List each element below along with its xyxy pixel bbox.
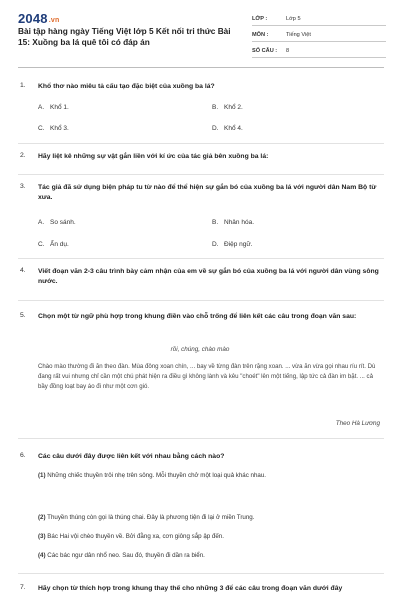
- logo-suffix-text: .vn: [48, 17, 60, 24]
- sentence-label: (3): [38, 533, 46, 540]
- question-divider: [18, 258, 384, 259]
- meta-row-question-count: [252, 42, 386, 58]
- option-d[interactable]: [212, 241, 253, 248]
- question-text: Hãy chọn từ thích hợp trong khung thay thế cho những 3 để các câu trong đoạn văn dưới đây: [38, 585, 343, 592]
- sentence-text: Các bác ngư dân nhổ neo. Sau đó, thuyền đi dần ra biển.: [47, 552, 205, 559]
- meta-label: SỐ CÂU :: [252, 48, 278, 54]
- question-number: 4.: [20, 267, 26, 274]
- meta-info-box: [252, 10, 386, 58]
- question-text: Chọn một từ ngữ phù hợp trong khung điền vào chỗ trống để liên kết các câu trong đoạn văn sau:: [38, 313, 357, 320]
- question-number: 6.: [20, 452, 26, 459]
- meta-label: MÔN :: [252, 32, 269, 38]
- option-a[interactable]: [38, 104, 69, 111]
- option-letter: D.: [212, 241, 219, 248]
- passage-paragraph: Chào mào thường đi ăn theo đàn. Mùa đông xoan chín, ... bay về từng đàn trên rặng xoan. ... vừa ăn vừa gọi nhau ríu rít. Dù đang rất vui nhưng chỉ cần một chú phát hiện ra điều gì không lành và kêu "choét" lên một tiếng, lập tức cả đàn im bặt. ... cả bầy đồng loạt bay áo đi như một cơn gió.: [38, 363, 376, 391]
- option-text: Ẩn dụ.: [50, 241, 69, 248]
- option-letter: A.: [38, 104, 45, 111]
- question-text: Tác giả đã sử dụng biện pháp tu từ nào để thể hiện sự gắn bó của xuồng ba lá với người dân Nam Bộ từ xưa.: [38, 184, 377, 201]
- question-number: 5.: [20, 312, 26, 319]
- option-b[interactable]: [212, 104, 243, 111]
- option-letter: C.: [38, 125, 45, 132]
- sentence-text: Thuyền thúng còn gọi là thúng chai. Đây là phương tiện đi lại ở miền Trung.: [47, 514, 255, 521]
- meta-row-subject: [252, 26, 386, 42]
- option-b[interactable]: [212, 219, 254, 226]
- sentence-text: Những chiếc thuyền trôi nhẹ trên sông. Mỗi thuyền chở một loại quả khác nhau.: [47, 472, 267, 479]
- option-letter: C.: [38, 241, 45, 248]
- sentence-label: (1): [38, 472, 46, 479]
- header-divider: [18, 67, 384, 68]
- passage-author: Theo Hà Lương: [335, 420, 380, 427]
- question-text: Khổ thơ nào miêu tả cấu tạo đặc biệt của xuồng ba lá?: [38, 83, 215, 90]
- document-title: Bài tập hàng ngày Tiếng Việt lớp 5 Kết nối tri thức Bài 15: Xuồng ba lá quê tôi có đáp án: [18, 26, 231, 47]
- question-divider: [18, 573, 384, 574]
- sentence-item: [38, 552, 384, 559]
- logo-main-text: 2048: [18, 11, 48, 26]
- question-number: 2.: [20, 152, 26, 159]
- option-text: Khổ 4.: [224, 125, 243, 132]
- option-c[interactable]: [38, 241, 69, 248]
- word-choice-box: rồi, chúng, chào mào: [170, 346, 230, 353]
- option-text: Nhân hóa.: [224, 219, 254, 226]
- question-divider: [18, 174, 384, 175]
- option-letter: B.: [212, 104, 219, 111]
- meta-value: 8: [286, 48, 290, 54]
- meta-value: Tiếng Việt: [286, 32, 311, 38]
- question-text: Hãy liệt kê những sự vật gắn liền với kí ức của tác giả bên xuồng ba lá:: [38, 153, 269, 160]
- question-text: Viết đoạn văn 2-3 câu trình bày cảm nhận của em về sự gắn bó của xuồng ba lá với người dân vùng sông nước.: [38, 268, 379, 285]
- question-divider: [18, 438, 384, 439]
- meta-row-class: [252, 10, 386, 26]
- sentence-text: Bác Hai vội chèo thuyền về. Bởi đằng xa, cơn giông sắp ập đến.: [47, 533, 224, 540]
- option-text: Khổ 1.: [50, 104, 69, 111]
- option-text: Điệp ngữ.: [224, 241, 253, 248]
- option-letter: D.: [212, 125, 219, 132]
- question-number: 3.: [20, 183, 26, 190]
- option-a[interactable]: [38, 219, 76, 226]
- option-letter: A.: [38, 219, 45, 226]
- meta-value: Lớp 5: [286, 16, 301, 22]
- option-text: Khổ 3.: [50, 125, 69, 132]
- question-text: Các câu dưới đây được liên kết với nhau bằng cách nào?: [38, 453, 225, 460]
- question-number: 1.: [20, 82, 26, 89]
- sentence-item: [38, 533, 384, 540]
- sentence-label: (4): [38, 552, 46, 559]
- option-d[interactable]: [212, 125, 243, 132]
- sentence-item: [38, 472, 384, 479]
- meta-label: LỚP :: [252, 16, 268, 22]
- option-letter: B.: [212, 219, 219, 226]
- sentence-item: [38, 514, 384, 521]
- option-text: So sánh.: [50, 219, 76, 226]
- option-c[interactable]: [38, 125, 69, 132]
- question-number: 7.: [20, 584, 26, 591]
- sentence-label: (2): [38, 514, 46, 521]
- site-logo[interactable]: [18, 11, 59, 26]
- worksheet-header: [0, 0, 400, 64]
- question-divider: [18, 143, 384, 144]
- question-divider: [18, 300, 384, 301]
- option-text: Khổ 2.: [224, 104, 243, 111]
